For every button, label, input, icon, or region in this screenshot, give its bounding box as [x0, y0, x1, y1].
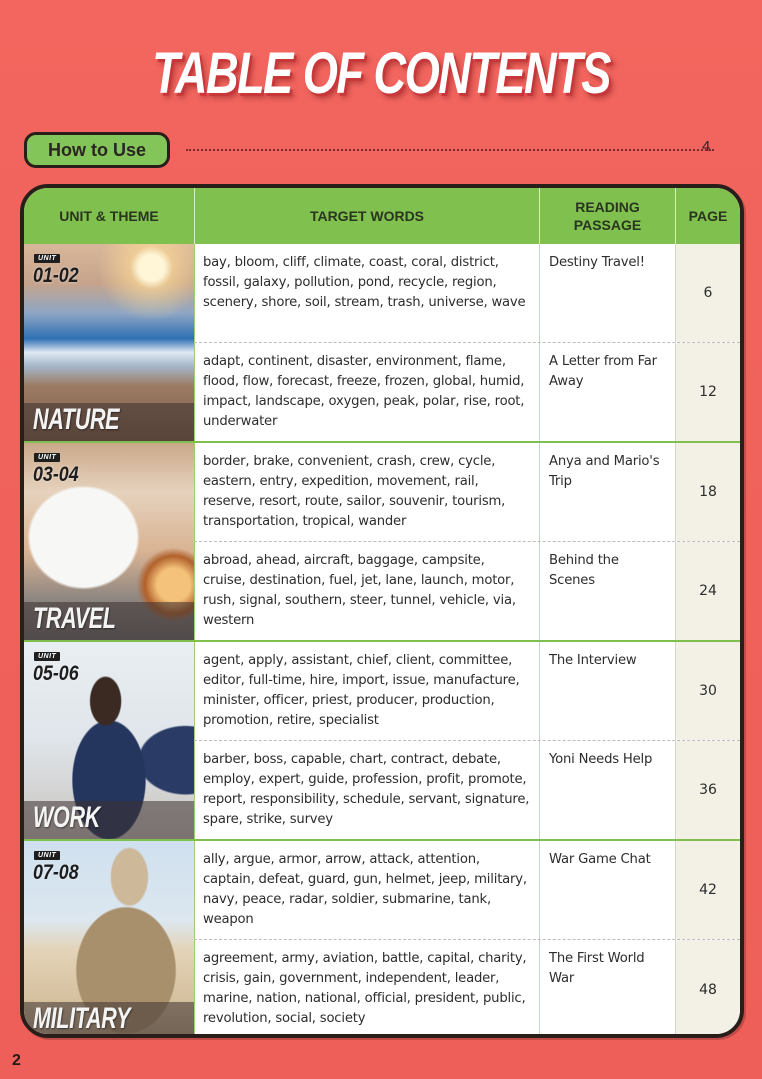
travel-airplane-image	[24, 443, 194, 640]
target-words: abroad, ahead, aircraft, baggage, campsite, cruise, destination, fuel, jet, lane, launch, motor, rush, signal, southern, steer, tunnel, vehicle, via, western	[194, 542, 539, 641]
how-to-use-entry[interactable]	[24, 132, 724, 168]
target-words: adapt, continent, disaster, environment, flame, flood, flow, forecast, freeze, frozen, global, humid, impact, landscape, oxygen, peak, polar, rise, root, underwater	[194, 343, 539, 442]
how-to-use-label[interactable]: How to Use	[24, 132, 170, 168]
page-ref: 6	[675, 244, 740, 342]
header-reading-passage: READING PASSAGE	[539, 188, 675, 244]
page-ref: 48	[675, 940, 740, 1038]
theme-name: WORK	[33, 801, 100, 834]
how-to-use-page: 4	[702, 138, 711, 155]
leader-dots	[186, 149, 714, 151]
military-soldier-image	[24, 841, 194, 1038]
unit-range: 03-04	[33, 463, 79, 486]
nature-beach-image	[24, 244, 194, 441]
target-words: barber, boss, capable, chart, contract, debate, employ, expert, guide, profession, profit, promote, report, responsibility, schedule, servant, signature, spare, strike, survey	[194, 741, 539, 840]
reading-passage[interactable]: Anya and Mario's Trip	[539, 443, 675, 541]
page-number: 2	[12, 1052, 21, 1069]
toc-table	[20, 184, 744, 1038]
reading-passage[interactable]: A Letter from Far Away	[539, 343, 675, 442]
reading-passage[interactable]: The First World War	[539, 940, 675, 1038]
unit-tag: UNIT	[34, 453, 60, 462]
header-unit-theme: UNIT & THEME	[59, 208, 159, 224]
unit-block-work	[24, 642, 740, 841]
page-ref: 12	[675, 343, 740, 442]
unit-block-travel	[24, 443, 740, 642]
theme-name: NATURE	[33, 403, 120, 436]
page-ref: 24	[675, 542, 740, 641]
header-target-words: TARGET WORDS	[194, 188, 539, 244]
unit-range: 01-02	[33, 264, 79, 287]
theme-name: MILITARY	[33, 1002, 131, 1035]
unit-range: 05-06	[33, 662, 79, 685]
reading-passage[interactable]: The Interview	[539, 642, 675, 740]
page-ref: 30	[675, 642, 740, 740]
table-row[interactable]	[194, 343, 740, 442]
page-ref: 18	[675, 443, 740, 541]
reading-passage[interactable]: Yoni Needs Help	[539, 741, 675, 840]
table-row[interactable]	[194, 841, 740, 940]
theme-name: TRAVEL	[33, 602, 116, 635]
page-ref: 36	[675, 741, 740, 840]
unit-range: 07-08	[33, 861, 79, 884]
table-row[interactable]	[194, 741, 740, 840]
target-words: border, brake, convenient, crash, crew, cycle, eastern, entry, expedition, movement, rail, reserve, resort, route, sailor, souvenir, tourism, transportation, tropical, wander	[194, 443, 539, 541]
unit-tag: UNIT	[34, 652, 60, 661]
work-meeting-image	[24, 642, 194, 839]
target-words: agreement, army, aviation, battle, capital, charity, crisis, gain, government, independent, leader, marine, nation, national, official, president, public, revolution, social, society	[194, 940, 539, 1038]
reading-passage[interactable]: Behind the Scenes	[539, 542, 675, 641]
target-words: bay, bloom, cliff, climate, coast, coral, district, fossil, galaxy, pollution, pond, recycle, region, scenery, shore, soil, stream, trash, universe, wave	[194, 244, 539, 342]
table-row[interactable]	[194, 642, 740, 741]
table-row[interactable]	[194, 244, 740, 343]
unit-tag: UNIT	[34, 254, 60, 263]
reading-passage[interactable]: Destiny Travel!	[539, 244, 675, 342]
table-row[interactable]	[194, 443, 740, 542]
target-words: agent, apply, assistant, chief, client, committee, editor, full-time, hire, import, issue, manufacture, minister, officer, priest, producer, production, promotion, retire, specialist	[194, 642, 539, 740]
page-ref: 42	[675, 841, 740, 939]
table-body	[24, 244, 740, 1034]
unit-block-nature	[24, 244, 740, 443]
page-title: TABLE OF CONTENTS	[152, 41, 610, 106]
table-row[interactable]	[194, 542, 740, 641]
table-header	[24, 188, 740, 244]
reading-passage[interactable]: War Game Chat	[539, 841, 675, 939]
header-page: PAGE	[675, 188, 740, 244]
target-words: ally, argue, armor, arrow, attack, attention, captain, defeat, guard, gun, helmet, jeep, military, navy, peace, radar, soldier, submarine, tank, weapon	[194, 841, 539, 939]
unit-tag: UNIT	[34, 851, 60, 860]
table-row[interactable]	[194, 940, 740, 1038]
unit-block-military	[24, 841, 740, 1038]
